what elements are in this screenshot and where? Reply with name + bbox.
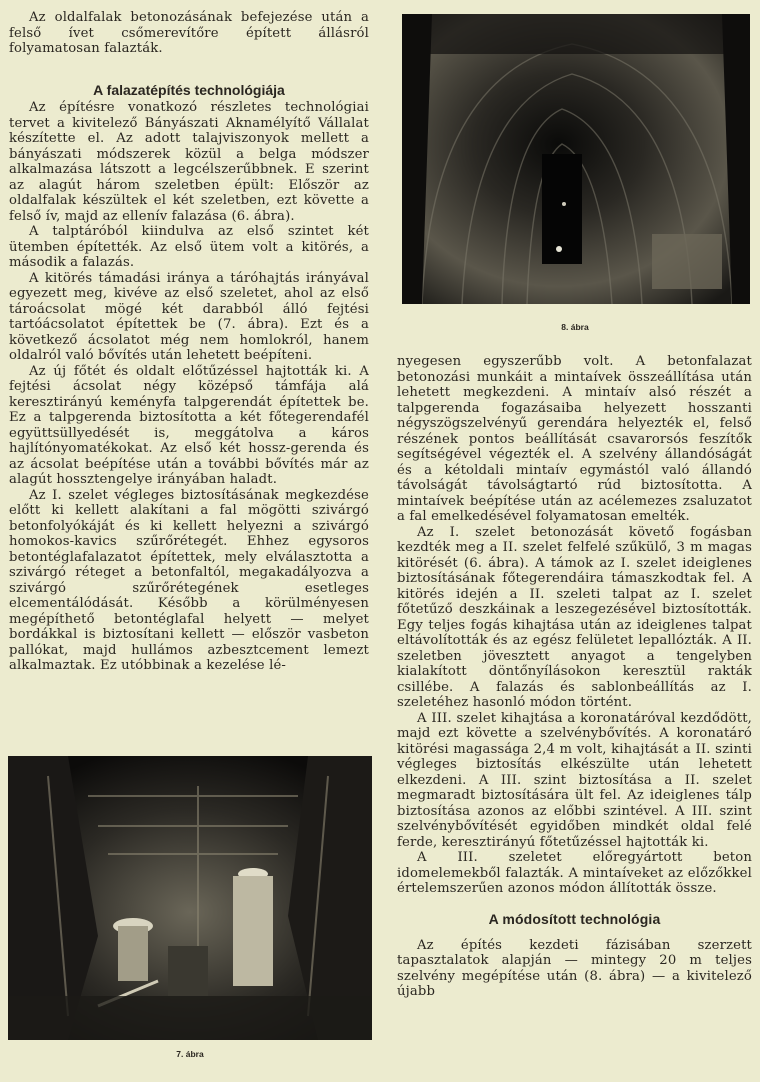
body-paragraph: Az I. szelet végleges biztosításának megkezdése előtt ki kellett alakítani a fal mögötti szivárgó betonfolyókáját és ki kellett helyezni a szivárgó homokos-kavics szűrőrétegét. Ehhez egysoros betontéglafalazatot építettek, mely elválasztotta a szivárgó réteget a betonfaltól, megakadályozva a szivárgó szűrőrétegének esetleges elcementálódását. Később a körülményesen megépíthető betontéglafal helyett — melyet bordákkal is biztosítani kellett — először vasbeton pallókat, majd hullámos azbesztcement lemezt alkalmaztak. Ez utóbbinak a kezelése lé- [9, 487, 369, 673]
body-paragraph: Az új főtét és oldalt előtűzéssel hajtották ki. A fejtési ácsolat négy középső támfája alá keresztirányú keményfa talpgerendát építettek be. Ez a talpgerenda biztosította a két főtegerendafél együttsüllyedését is, meggátolva a káros hajlítónyomatékokat. Az első két hossz-gerenda és az ácsolat beépítése után a további bővítés már az alagút hossztengelye irányában haladt. [9, 363, 369, 487]
closing-paragraph: Az építés kezdeti fázisában szerzett tapasztalatok alapján — mintegy 20 m teljes szelvény megépítése után (8. ábra) — a kivitelező újabb [397, 937, 752, 999]
body-paragraph: Az I. szelet betonozását követő fogásban kezdték meg a II. szelet felfelé szűkülő, 3 m magas kitörését (6. ábra). A támok az I. szelet ideiglenes biztosításának főtegerendáira támaszkodtak fel. A kitörés idején a II. szeleti talpat az I. szelet főtetűző deszkáinak a leszegezésével biztosították. Egy teljes fogás kihajtása után az ideiglenes talpat eltávolították és az egész felületet lepallózták. A II. szeletben jövesztett anyagot a tengelyben kialakított döntőnyílásokon keresztül rakták csillébe. A falazás és sablonbeállítás az I. szeletéhez hasonló módon történt. [397, 524, 752, 710]
intro-paragraph: Az oldalfalak betonozásának befejezése után a felső ívet csőmerevítőre épített állásról folyamatosan falazták. [9, 10, 369, 56]
body-paragraph: Az építésre vonatkozó részletes technológiai tervet a kivitelező Bányászati Aknamélyítő Vállalat készítette el. Az adott talajviszonyok mellett a bányászati módszerek közül a belga módszer alkalmazása látszott a legcélszerűbbnek. E szerint az alagút három szeletben épült: Először az oldalfalak készültek el két szeletben, ezt követte a felső ív, majd az ellenív falazása (6. ábra). [9, 100, 369, 224]
body-paragraph: A III. szelet kihajtása a koronatáróval kezdődött, majd ezt követte a szelvénybővítés. A koronatáró kitörési magassága 2,4 m volt, kihajtását a II. szinti végleges biztosítás elkészülte után lehetett elkezdeni. A III. szint biztosítása a II. szelet megmaradt biztosítására ült fel. Az ideiglenes tálp biztosítása azonos az előbbi szintével. A III. szint szelvénybővítését egyidőben mindkét oldal felé ferde, keresztirányú főtetűzéssel hajtották ki. [397, 710, 752, 850]
left-column [9, 10, 369, 57]
left-column-body [9, 100, 369, 674]
figure-7-photo [8, 756, 372, 1040]
body-paragraph: nyegesen egyszerűbb volt. A betonfalazat betonozási munkáit a mintaívek összeállítása után lehetett megkezdeni. A mintaív alsó részét a talpgerenda fogazásaiba helyezett hosszanti négyszögszelvényű gerendára helyezték el, felső részének pontos beállítását csavarorsós feszítők segítségével végezték el. A szelvény állandóságát és a kétoldali mintaív egymástól való állandó távolságát távolságtartó rúd biztosította. A mintaívek beépítése után az acélemezes zsaluzatot a fal emelkedésével folyamatosan emelték. [397, 354, 752, 524]
right-column [397, 354, 752, 1000]
body-paragraph: A kitörés támadási iránya a táróhajtás irányával egyezett meg, kivéve az első szeletet, ahol az első tároácsolat mögé két darabból álló fejtési tartóácsolatot építettek be (7. ábra). Ezt és a következő ácsolatot még nem homlokról, hanem oldalról való bővítés után lehetett beépíteni. [9, 270, 369, 363]
figure-8-caption: 8. ábra [561, 322, 589, 332]
figure-7-caption: 7. ábra [176, 1049, 204, 1059]
figure-8-photo [402, 14, 750, 304]
body-paragraph: A III. szeletet előregyártott beton idomelemekből falazták. A mintaíveket az előzőkkel értelemszerűen azonos módon állították össze. [397, 850, 752, 896]
section-heading-technology: A falazatépítés technológiája [93, 82, 285, 98]
section-heading-modified-technology: A módosított technológia [488, 910, 661, 927]
body-paragraph: A talptáróból kiindulva az első szintet két ütemben építették. Az első ütem volt a kitörés, a második a falazás. [9, 224, 369, 270]
